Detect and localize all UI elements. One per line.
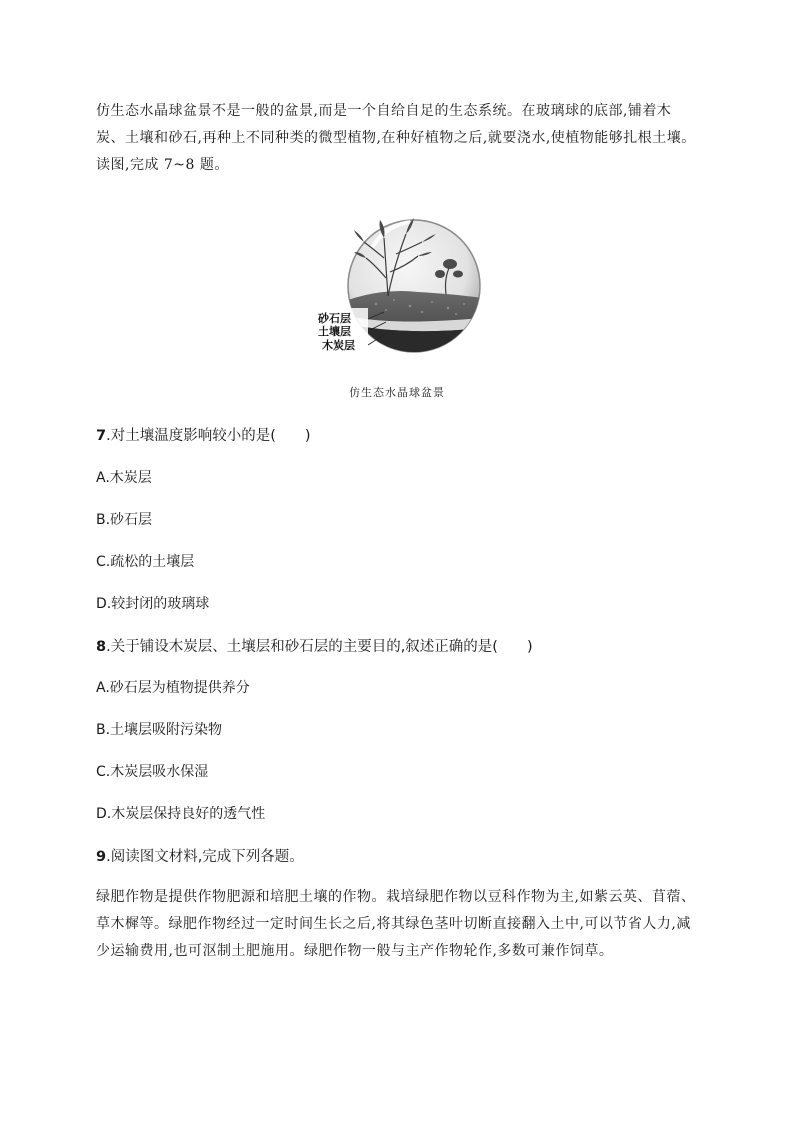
question-8-option-d: D.木炭层保持良好的透气性: [96, 806, 266, 822]
reading-passage-green-manure: 绿肥作物是提供作物肥源和培肥土壤的作物。栽培绿肥作物以豆科作物为主,如紫云英、苜蓿、草木樨等。绿肥作物经过一定时间生长之后,将其绿色茎叶切断直接翻入土中,可以节省人力,减少运输费用,也可沤制土肥施用。绿肥作物一般与主产作物轮作,多数可兼作饲草。: [96, 889, 696, 959]
question-9-stem: [96, 845, 304, 866]
question-7-option-d: D.较封闭的玻璃球: [96, 596, 210, 612]
terrarium-figure: [314, 208, 482, 356]
label-soil-layer: 土壤层: [318, 325, 351, 338]
figure-caption: 仿生态水晶球盆景: [349, 386, 445, 399]
question-9-text: .阅读图文材料,完成下列各题。: [106, 849, 304, 865]
question-7-option-b: B.砂石层: [96, 512, 153, 528]
question-8-text: .关于铺设木炭层、土壤层和砂石层的主要目的,叙述正确的是( ): [106, 639, 533, 655]
question-7-text: .对土壤温度影响较小的是( ): [106, 428, 311, 444]
question-8-stem: [96, 635, 533, 656]
label-sand-layer: 砂石层: [318, 312, 351, 325]
question-7-number: 7: [96, 428, 107, 444]
question-8-option-b: B.土壤层吸附污染物: [96, 722, 223, 738]
question-9-number: 9: [96, 849, 107, 865]
question-8-option-c: C.木炭层吸水保湿: [96, 764, 209, 780]
label-charcoal-layer: 木炭层: [322, 339, 355, 352]
question-7-option-a: A.木炭层: [96, 470, 152, 486]
question-8-option-a: A.砂石层为植物提供养分: [96, 680, 250, 696]
question-7-option-c: C.疏松的土壤层: [96, 554, 195, 570]
question-8-number: 8: [96, 639, 107, 655]
reading-passage-terrarium: 仿生态水晶球盆景不是一般的盆景,而是一个自给自足的生态系统。在玻璃球的底部,铺着木炭、土壤和砂石,再种上不同种类的微型植物,在种好植物之后,就要浇水,使植物能够扎根土壤。读图,完成 7~8 题。: [96, 103, 696, 173]
question-7-stem: [96, 424, 311, 445]
